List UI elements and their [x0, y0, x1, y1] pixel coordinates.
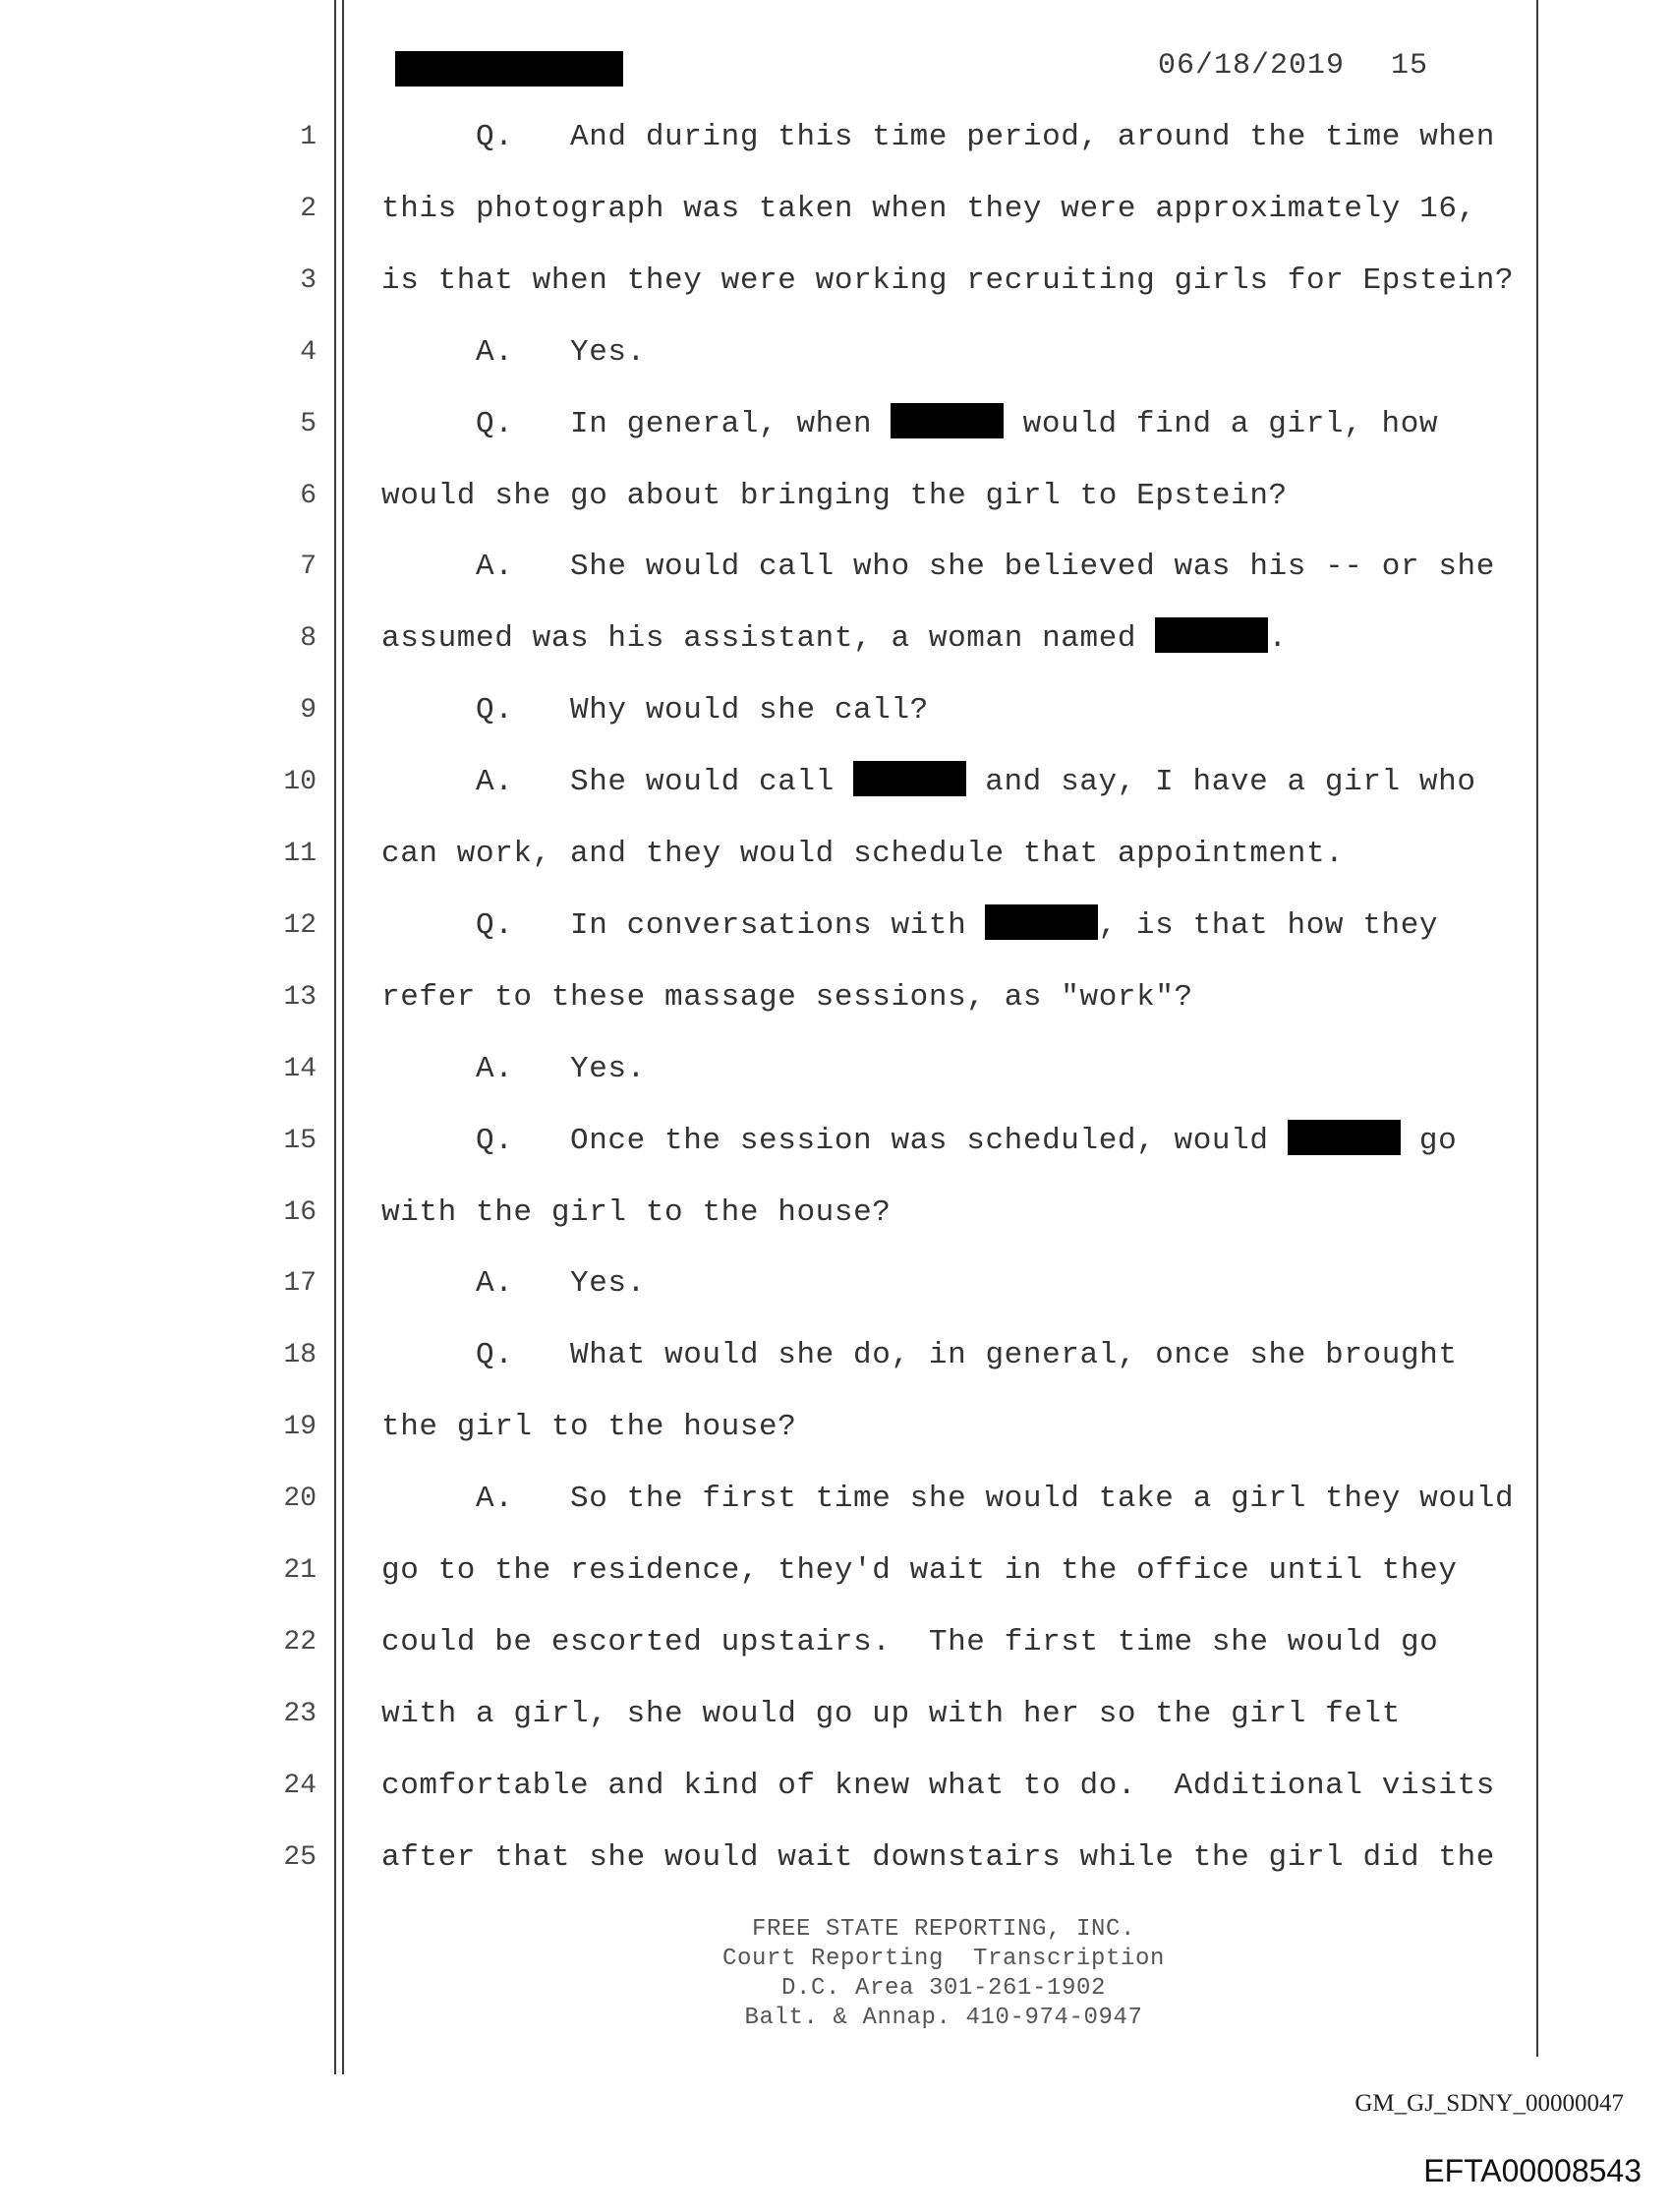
text-segment: the girl to the house? [381, 1410, 797, 1444]
text-segment: A. Yes. [476, 335, 646, 370]
line-number: 21 [283, 1555, 317, 1586]
transcript-date: 06/18/2019 [1158, 49, 1346, 83]
line-number: 8 [300, 623, 317, 654]
footer-balt-phone: Balt. & Annap. 410-974-0947 [744, 2005, 1143, 2031]
transcript-line-text [381, 621, 1288, 656]
line-number: 1 [300, 122, 317, 152]
transcript-line-text [476, 693, 929, 728]
footer-company: FREE STATE REPORTING, INC. [751, 1916, 1136, 1943]
redaction-box [1155, 617, 1268, 653]
transcript-line-text [476, 1052, 646, 1086]
efta-number: EFTA00008543 [1423, 2153, 1642, 2188]
transcript-line-text [476, 550, 1495, 584]
text-segment: Q. Once the session was scheduled, would [476, 1124, 1288, 1158]
transcript-line-text [476, 1338, 1458, 1372]
reporter-footer [590, 1915, 1297, 2033]
line-number: 15 [283, 1126, 317, 1156]
footer-dc-phone: D.C. Area 301-261-1902 [780, 1975, 1107, 2002]
text-segment: A. So the first time she would take a girl they would [476, 1482, 1515, 1516]
line-number: 3 [300, 265, 317, 296]
transcript-line-text [476, 335, 646, 370]
left-margin-rule-2 [342, 0, 344, 2074]
text-segment: A. Yes. [476, 1052, 646, 1086]
text-segment: could be escorted upstairs. The first time she would go [381, 1625, 1439, 1659]
transcript-line-text [476, 120, 1495, 154]
transcript-line-text [476, 1266, 646, 1301]
transcript-line-text [476, 1482, 1514, 1516]
text-segment: can work, and they would schedule that appointment. [381, 837, 1345, 871]
transcript-line-text [381, 479, 1288, 513]
line-number: 9 [300, 695, 317, 726]
line-number: 19 [283, 1412, 317, 1442]
line-number: 25 [283, 1842, 317, 1873]
redaction-box [853, 761, 966, 796]
redaction-box [1288, 1120, 1401, 1155]
transcript-line-text [381, 1410, 796, 1444]
transcript-line-text [381, 1769, 1495, 1803]
transcript-line-text [476, 407, 1438, 441]
transcript-line-text [381, 263, 1514, 298]
line-number: 14 [283, 1054, 317, 1084]
text-segment: A. Yes. [476, 1266, 646, 1301]
left-margin-rule-1 [334, 0, 336, 2074]
bates-number: GM_GJ_SDNY_00000047 [1354, 2090, 1624, 2117]
text-segment: is that when they were working recruiting girls for Epstein? [381, 263, 1515, 298]
line-number: 5 [300, 409, 317, 439]
transcript-line-text [381, 1553, 1458, 1588]
page-number: 15 [1391, 49, 1429, 83]
text-segment: Q. What would she do, in general, once she brought [476, 1338, 1458, 1372]
text-segment: this photograph was taken when they were approximately 16, [381, 192, 1476, 226]
text-segment: go to the residence, they'd wait in the office until they [381, 1553, 1458, 1588]
redaction-box [985, 904, 1098, 940]
line-number: 2 [300, 194, 317, 224]
right-margin-rule [1536, 0, 1538, 2057]
header-redaction-box [395, 51, 623, 87]
text-segment: Q. And during this time period, around the time when [476, 120, 1495, 154]
transcript-line-text [381, 1697, 1401, 1731]
transcript-line-text [381, 1840, 1495, 1875]
text-segment: with a girl, she would go up with her so the girl felt [381, 1697, 1401, 1731]
text-segment: comfortable and kind of knew what to do. Additional visits [381, 1769, 1495, 1803]
transcript-line-text [381, 837, 1344, 871]
line-number: 18 [283, 1340, 317, 1370]
transcript-line-text [476, 765, 1476, 799]
text-segment: with the girl to the house? [381, 1195, 892, 1230]
line-number: 12 [283, 910, 317, 941]
transcript-line-text [476, 908, 1438, 943]
text-segment: Q. In conversations with [476, 908, 986, 943]
transcript-line-text [381, 1195, 891, 1230]
text-segment: go [1400, 1124, 1458, 1158]
transcript-line-text [381, 192, 1476, 226]
text-segment: after that she would wait downstairs while the girl did the [381, 1840, 1495, 1875]
transcript-line-text [476, 1124, 1457, 1158]
line-number: 22 [283, 1627, 317, 1658]
text-segment: Q. In general, when [476, 407, 892, 441]
line-number: 24 [283, 1771, 317, 1801]
transcript-line-text [381, 980, 1193, 1015]
transcript-line-text [381, 1625, 1438, 1659]
line-number: 11 [283, 839, 317, 869]
text-segment: . [1268, 621, 1288, 656]
line-number: 17 [283, 1268, 317, 1299]
line-number: 6 [300, 481, 317, 511]
line-number: 23 [283, 1699, 317, 1729]
text-segment: would she go about bringing the girl to Epstein? [381, 479, 1288, 513]
text-segment: A. She would call who she believed was his -- or she [476, 550, 1495, 584]
text-segment: and say, I have a girl who [966, 765, 1476, 799]
line-number: 20 [283, 1484, 317, 1514]
line-number: 7 [300, 552, 317, 582]
text-segment: assumed was his assistant, a woman named [381, 621, 1156, 656]
text-segment: , is that how they [1098, 908, 1439, 943]
line-number: 16 [283, 1197, 317, 1228]
footer-services: Court Reporting Transcription [721, 1946, 1166, 1972]
redaction-box [891, 403, 1004, 438]
text-segment: would find a girl, how [1004, 407, 1439, 441]
text-segment: refer to these massage sessions, as "work"? [381, 980, 1193, 1015]
text-segment: Q. Why would she call? [476, 693, 929, 728]
line-number: 4 [300, 337, 317, 368]
line-number: 10 [283, 767, 317, 797]
text-segment: A. She would call [476, 765, 854, 799]
line-number: 13 [283, 982, 317, 1013]
